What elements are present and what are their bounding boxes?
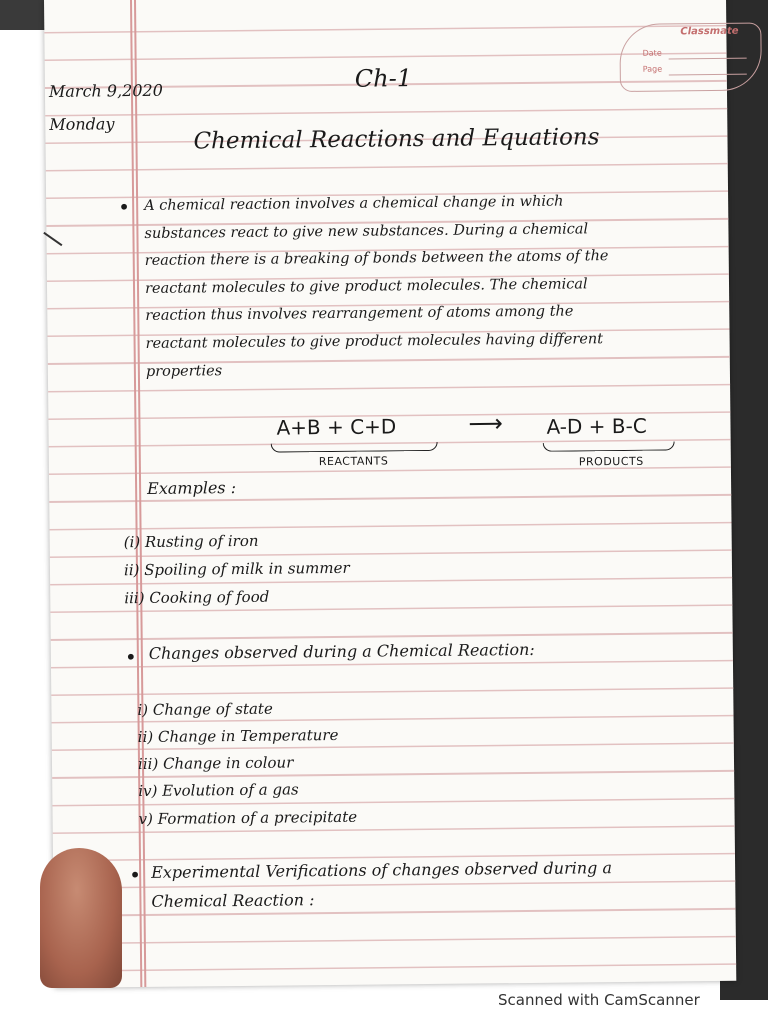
definition-line: A chemical reaction involves a chemical change in which bbox=[144, 193, 564, 214]
notebook-page bbox=[44, 0, 739, 988]
example-item: ii) Spoiling of milk in summer bbox=[123, 558, 350, 580]
reactants-label: REACTANTS bbox=[318, 454, 389, 469]
stamp-page-label: Page bbox=[642, 64, 663, 74]
change-item: iii) Change in colour bbox=[137, 753, 294, 774]
date-text: March 9,2020 bbox=[48, 80, 163, 101]
finger bbox=[40, 848, 122, 988]
definition-line: reactant molecules to give product molecules having different bbox=[145, 331, 604, 352]
definition-paragraph bbox=[144, 188, 610, 386]
change-item: v) Formation of a precipitate bbox=[138, 807, 358, 829]
equation-arrow: ⟶ bbox=[468, 409, 504, 438]
day-text: Monday bbox=[49, 114, 115, 134]
equation-lhs: A+B + C+D bbox=[276, 414, 397, 440]
stamp-date-line bbox=[669, 58, 747, 60]
classmate-stamp bbox=[619, 22, 762, 91]
experimental-heading-line: Chemical Reaction : bbox=[151, 890, 315, 911]
example-item: (i) Rusting of iron bbox=[123, 531, 259, 552]
changes-heading: Changes observed during a Chemical Reaction: bbox=[148, 639, 535, 663]
reactants-brace bbox=[271, 442, 438, 453]
scanner-watermark: Scanned with CamScanner bbox=[498, 991, 700, 1009]
change-item: iv) Evolution of a gas bbox=[138, 780, 299, 801]
stamp-page-line bbox=[669, 74, 747, 76]
examples-heading: Examples : bbox=[147, 478, 237, 498]
bullet: • bbox=[124, 645, 137, 670]
change-item: ii) Change in Temperature bbox=[137, 725, 339, 747]
stamp-brand: Classmate bbox=[680, 25, 739, 38]
stamp-date-label: Date bbox=[642, 48, 662, 58]
definition-line: reaction thus involves rearrangement of atoms among the bbox=[145, 303, 574, 325]
page-title: Chemical Reactions and Equations bbox=[193, 124, 600, 155]
example-item: iii) Cooking of food bbox=[124, 587, 270, 608]
bullet: • bbox=[129, 863, 142, 888]
definition-line: properties bbox=[145, 362, 223, 380]
experimental-heading-line: Experimental Verifications of changes observed during a bbox=[151, 858, 613, 882]
products-brace bbox=[543, 441, 675, 451]
bullet: • bbox=[118, 195, 131, 220]
equation-rhs: A-D + B-C bbox=[546, 413, 647, 439]
definition-line: substances react to give new substances. During a chemical bbox=[144, 220, 589, 242]
products-label: PRODUCTS bbox=[578, 454, 644, 469]
chapter-heading: Ch-1 bbox=[354, 64, 413, 93]
change-item: i) Change of state bbox=[137, 699, 273, 720]
definition-line: reaction there is a breaking of bonds between the atoms of the bbox=[144, 248, 609, 270]
definition-line: reactant molecules to give product molecules. The chemical bbox=[144, 276, 588, 297]
